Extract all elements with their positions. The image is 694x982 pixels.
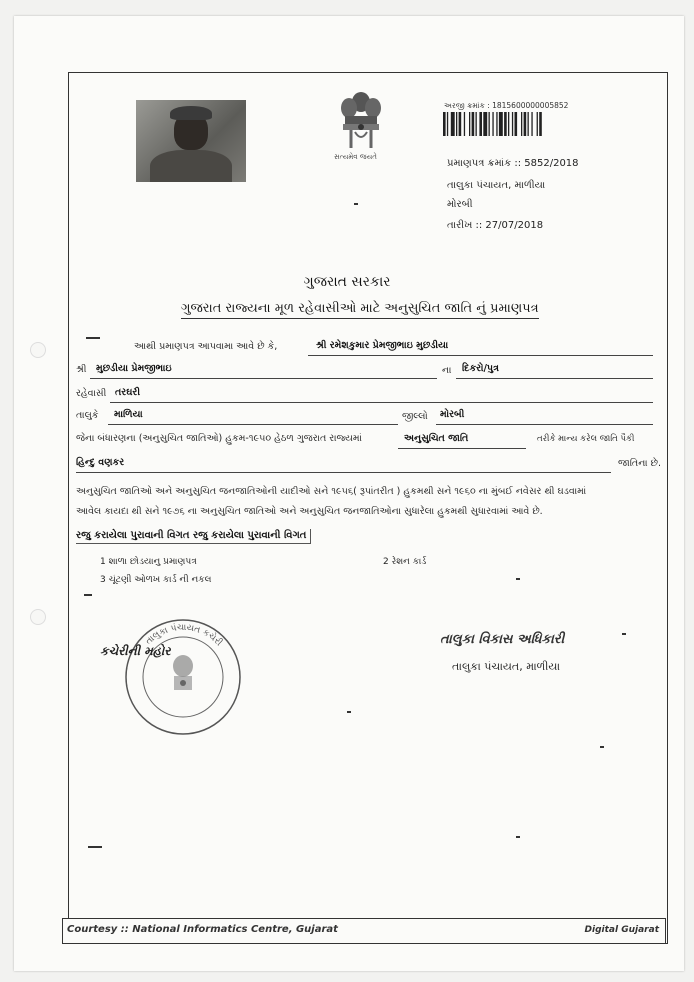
district-label: જીલ્લો xyxy=(402,411,428,422)
barcode-bar xyxy=(472,112,475,136)
signatory-office: તાલુકા પંચાયત, માળીયા xyxy=(452,660,561,673)
caste-suffix: જાતિના છે. xyxy=(618,458,661,469)
relation-value: દિકરો/પુત્ર xyxy=(462,363,499,374)
margin-mark xyxy=(86,337,100,339)
issue-statement: આથી પ્રમાણપત્ર આપવામા આવે છે કે, xyxy=(134,341,278,352)
barcode-bar xyxy=(496,112,497,136)
signatory-title: તાલુકા વિકાસ અધિકારી xyxy=(440,632,565,647)
seal-label: કચેરીની મહોર xyxy=(100,644,171,658)
caste-value: હિન્દુ વણકર xyxy=(76,457,125,468)
barcode-bar xyxy=(537,112,538,136)
evidence-item: 3 ચૂંટણી ઓળખ કાર્ડ ની નકલ xyxy=(100,575,212,585)
category-value: અનુસુચિત જાતિ xyxy=(404,433,469,444)
recognized-text: તરીકે માન્ય કરેલ જાતિ પૈકી xyxy=(537,434,635,444)
barcode-bar xyxy=(521,112,522,136)
shri-prefix: શ્રી xyxy=(76,364,87,375)
certificate-number: પ્રમાણપત્ર ક્રમાંક :: 5852/2018 xyxy=(447,158,579,169)
barcode-bar xyxy=(483,112,487,136)
parent-name: મુછડીયા પ્રેમજીભાઇ xyxy=(96,363,172,374)
seal-ring-text: તાલુકા પંચાયત કચેરી xyxy=(143,622,224,649)
taluka-value: માળિયા xyxy=(114,409,143,420)
barcode-bar xyxy=(531,112,532,136)
barcode xyxy=(443,112,577,136)
barcode-number: અરજી ક્રમાંક : 1815600000005852 xyxy=(444,101,569,110)
issuing-district: મોરબી xyxy=(447,199,473,210)
barcode-bar xyxy=(476,112,477,136)
barcode-bar xyxy=(492,112,493,136)
barcode-bar xyxy=(539,112,542,136)
emblem-motto: સત્યમેવ જયતે xyxy=(334,153,377,161)
barcode-bar xyxy=(443,112,446,136)
residence-label: રહેવાસી xyxy=(76,388,107,399)
taluka-label: તાલુકે xyxy=(76,410,99,421)
barcode-bar xyxy=(489,112,490,136)
barcode-bar xyxy=(456,112,457,136)
national-emblem-icon xyxy=(335,88,387,158)
certificate-title: ગુજરાત રાજ્યના મૂળ રહેવાસીઓ માટે અનુસુચિત જાતિ નું પ્રમાણપત્ર xyxy=(181,301,539,319)
barcode-bar xyxy=(459,112,462,136)
footer-brand: Digital Gujarat xyxy=(584,925,659,935)
barcode-bar xyxy=(504,112,507,136)
barcode-bar xyxy=(479,112,482,136)
punch-hole-bottom xyxy=(30,609,46,625)
barcode-bar xyxy=(451,112,455,136)
applicant-photo xyxy=(136,100,246,182)
government-title: ગુજરાત સરકાર xyxy=(303,274,391,290)
issue-date: તારીખ :: 27/07/2018 xyxy=(447,220,544,231)
barcode-bar xyxy=(528,112,529,136)
issuing-office: તાલુકા પંચાયત, માળીયા xyxy=(447,180,546,191)
barcode-bar xyxy=(508,112,509,136)
evidence-title: રજુ કરાયેલા પુરાવાની વિગત રજુ કરાયેલા પુરાવાની વિગત xyxy=(76,529,311,544)
barcode-bar xyxy=(464,112,465,136)
office-seal xyxy=(124,618,242,736)
law-paragraph-line-1: અનુસુચિત જાતિઓ અને અનુસુચિત જનજાતિઓની યાદીઓ સને ૧૯૫૬( રૂપાંતરીત ) હુકમથી સને ૧૯૬૦ ના મુંબઈ નવેસર થી ઘડવામાં xyxy=(76,486,587,497)
barcode-bar xyxy=(447,112,448,136)
footer-courtesy: Courtesy :: National Informatics Centre, Gujarat xyxy=(67,924,338,935)
barcode-bar xyxy=(499,112,503,136)
footer-bar xyxy=(62,918,666,944)
na-label: ના xyxy=(442,365,452,376)
barcode-bar xyxy=(515,112,518,136)
evidence-item: 2 રેશન કાર્ડ xyxy=(383,557,427,567)
law-paragraph-line-2: આવેલ કાયદા થી સને ૧૯૭૬ ના અનુસુચિત જાતિઓ અને અનુસુચિત જનજાતિઓના સુધારેલા હુકમથી સુધારવામાં આવે છે. xyxy=(76,506,543,517)
evidence-item: 1 શાળા છોડયાનુ પ્રમાણપત્ર xyxy=(100,557,197,567)
barcode-bar xyxy=(524,112,527,136)
residence-value: તરઘરી xyxy=(115,387,141,398)
barcode-bar xyxy=(469,112,470,136)
applicant-name: શ્રી રમેશકુમાર પ્રેમજીભાઇ મુછડીયા xyxy=(316,340,449,351)
barcode-bar xyxy=(512,112,513,136)
constitution-text: જેના બંધારણના (અનુસુચિત જાતિઓ) હુકમ-૧૯૫૦ હેઠળ ગુજરાત રાજ્યમાં xyxy=(76,433,362,444)
punch-hole-top xyxy=(30,342,46,358)
district-value: મોરબી xyxy=(440,409,465,420)
